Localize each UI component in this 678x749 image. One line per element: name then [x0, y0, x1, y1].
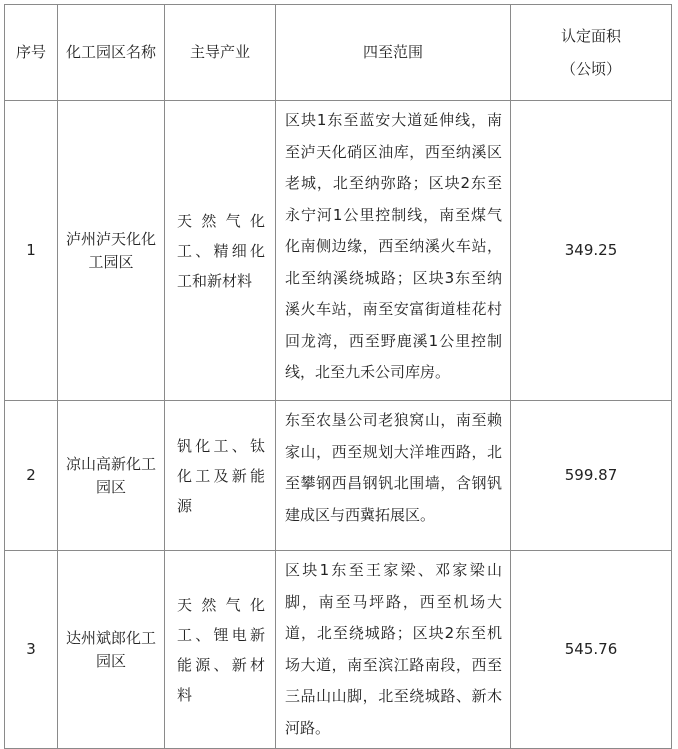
row-index: 2 [5, 401, 58, 551]
header-area-title: 认定面积 [560, 26, 621, 45]
chemical-parks-table [4, 4, 672, 749]
table-row [5, 401, 672, 551]
row-park-name: 泸州泸天化化工园区 [58, 101, 165, 401]
row-industry: 天然气化工、精细化工和新材料 [165, 101, 276, 401]
row-scope: 东至农垦公司老狼窝山，南至赖家山，西至规划大洋堆西路，北至攀钢西昌钢钒北围墙，含钢钒建成区与西冀拓展区。 [276, 401, 511, 551]
row-area: 349.25 [511, 101, 672, 401]
header-industry: 主导产业 [165, 5, 276, 101]
row-area: 545.76 [511, 551, 672, 749]
table-row [5, 551, 672, 749]
row-industry: 天然气化工、锂电新能源、新材料 [165, 551, 276, 749]
row-index: 3 [5, 551, 58, 749]
header-area [511, 5, 672, 101]
header-index: 序号 [5, 5, 58, 101]
header-row [5, 5, 672, 101]
row-scope: 区块1东至蓝安大道延伸线，南至泸天化硝区油库，西至纳溪区老城，北至纳弥路；区块2东至永宁河1公里控制线，南至煤气化南侧边缘，西至纳溪火车站，北至纳溪绕城路；区块3东至纳溪火车站，南至安富街道桂花村回龙湾，西至野鹿溪1公里控制线，北至九禾公司库房。 [276, 101, 511, 401]
row-scope: 区块1东至王家梁、邓家梁山脚，南至马坪路，西至机场大道，北至绕城路；区块2东至机场大道，南至滨江路南段，西至三品山山脚，北至绕城路、新木河路。 [276, 551, 511, 749]
header-area-unit: （公顷） [560, 59, 621, 78]
row-park-name: 达州斌郎化工园区 [58, 551, 165, 749]
header-scope: 四至范围 [276, 5, 511, 101]
header-park-name: 化工园区名称 [58, 5, 165, 101]
row-area: 599.87 [511, 401, 672, 551]
row-industry: 钒化工、钛化工及新能源 [165, 401, 276, 551]
row-park-name: 凉山高新化工园区 [58, 401, 165, 551]
table-row [5, 101, 672, 401]
row-index: 1 [5, 101, 58, 401]
